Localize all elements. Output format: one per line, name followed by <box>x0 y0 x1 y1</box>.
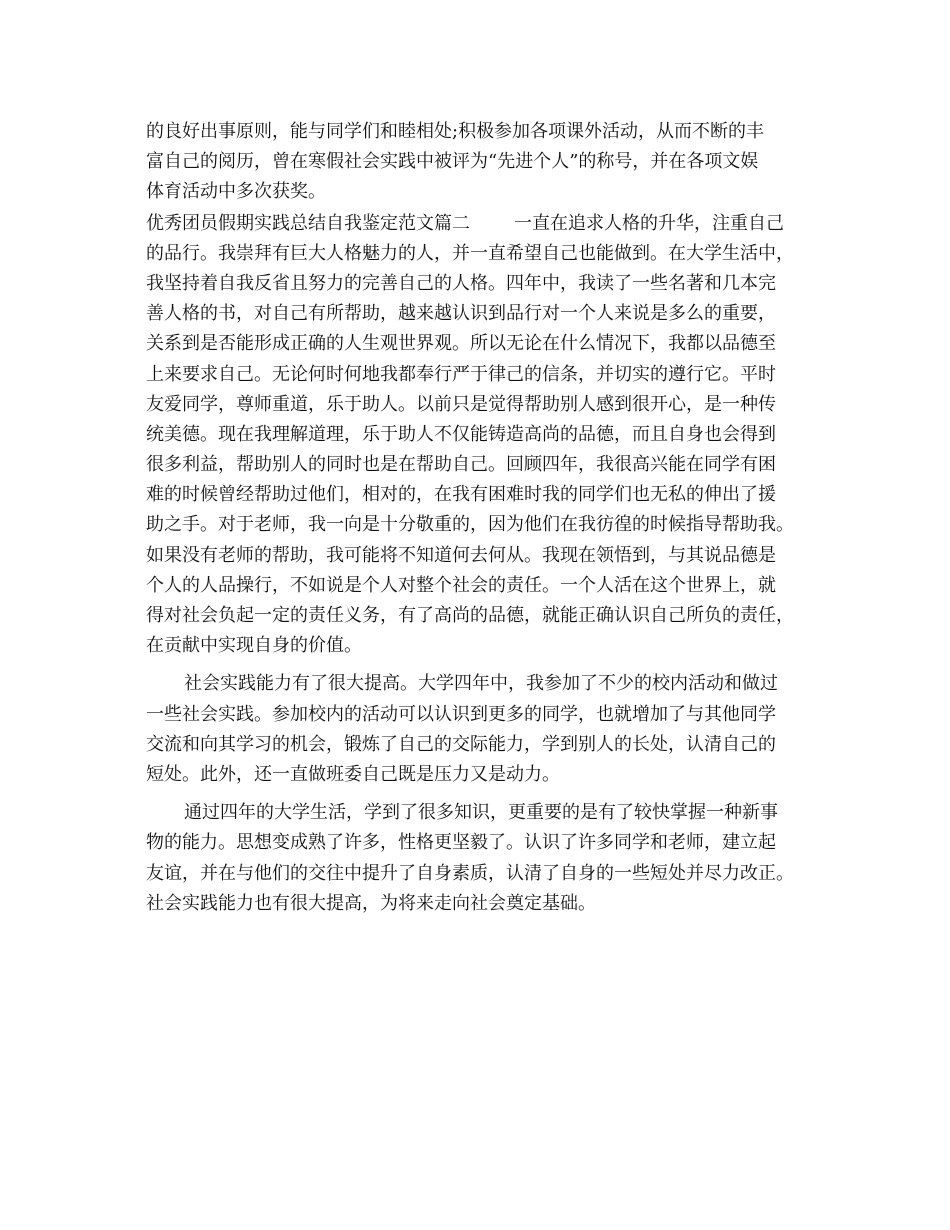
paragraph-2-lead: 一直在追求人格的升华，注重自己 <box>514 212 784 234</box>
text-line: 我坚持着自我反省且努力的完善自己的人格。四年中，我读了一些名著和几本完 <box>146 272 776 294</box>
text-line: 如果没有老师的帮助，我可能将不知道何去何从。我现在领悟到，与其说品德是 <box>146 544 776 566</box>
text-line: 富自己的阅历，曾在寒假社会实践中被评为“先进个人”的称号，并在各项文娱 <box>146 151 759 173</box>
text-line: 一些社会实践。参加校内的活动可以认识到更多的同学，也就增加了与其他同学 <box>146 703 776 725</box>
section-heading-line <box>146 209 816 239</box>
paragraph-2 <box>146 209 816 662</box>
text-line: 很多利益，帮助别人的同时也是在帮助自己。回顾四年，我很高兴能在同学有困 <box>146 454 776 476</box>
paragraph-1 <box>146 117 816 208</box>
text-line: 上来要求自己。无论何时何地我都奉行严于律己的信条，并切实的遵行它。平时 <box>146 363 776 385</box>
paragraph-spacer <box>146 661 816 669</box>
text-line: 友谊，并在与他们的交往中提升了自身素质，认清了自身的一些短处并尽力改正。 <box>146 862 794 884</box>
text-line: 的品行。我崇拜有巨大人格魅力的人，并一直希望自己也能做到。在大学生活中， <box>146 242 794 264</box>
document-body <box>146 117 816 919</box>
text-line: 体育活动中多次获奖。 <box>146 181 326 203</box>
text-line: 统美德。现在我理解道理，乐于助人不仅能铸造高尚的品德，而且自身也会得到 <box>146 423 776 445</box>
text-line: 在贡献中实现自身的价值。 <box>146 635 362 657</box>
paragraph-4 <box>146 798 816 919</box>
text-line: 社会实践能力有了很大提高。大学四年中，我参加了不少的校内活动和做过 <box>184 673 778 695</box>
text-line: 社会实践能力也有很大提高，为将来走向社会奠定基础。 <box>146 892 596 914</box>
text-line: 关系到是否能形成正确的人生观世界观。所以无论在什么情况下，我都以品德至 <box>146 333 776 355</box>
text-line: 得对社会负起一定的责任义务，有了高尚的品德，就能正确认识自己所负的责任， <box>146 605 794 626</box>
paragraph-spacer <box>146 790 816 798</box>
text-line: 短处。此外，还一直做班委自己既是压力又是动力。 <box>146 763 560 785</box>
text-line: 难的时候曾经帮助过他们，相对的，在我有困难时我的同学们也无私的伸出了援 <box>146 484 776 506</box>
text-line: 交流和向其学习的机会，锻炼了自己的交际能力，学到别人的长处，认清自己的 <box>146 733 776 755</box>
text-line: 友爱同学，尊师重道，乐于助人。以前只是觉得帮助别人感到很开心，是一种传 <box>146 393 776 415</box>
text-line: 通过四年的大学生活，学到了很多知识，更重要的是有了较快掌握一种新事 <box>184 802 778 824</box>
text-line: 助之手。对于老师，我一向是十分敬重的，因为他们在我彷徨的时候指导帮助我。 <box>146 514 794 536</box>
text-line: 物的能力。思想变成熟了许多，性格更坚毅了。认识了许多同学和老师，建立起 <box>146 832 776 854</box>
section-title: 优秀团员假期实践总结自我鉴定范文篇二 <box>146 212 470 234</box>
text-line: 的良好出事原则，能与同学们和睦相处;积极参加各项课外活动，从而不断的丰 <box>146 121 765 142</box>
text-line: 善人格的书，对自己有所帮助，越来越认识到品行对一个人来说是多么的重要， <box>146 303 776 325</box>
paragraph-3 <box>146 669 816 790</box>
text-line: 个人的人品操行，不如说是个人对整个社会的责任。一个人活在这个世界上，就 <box>146 574 776 596</box>
